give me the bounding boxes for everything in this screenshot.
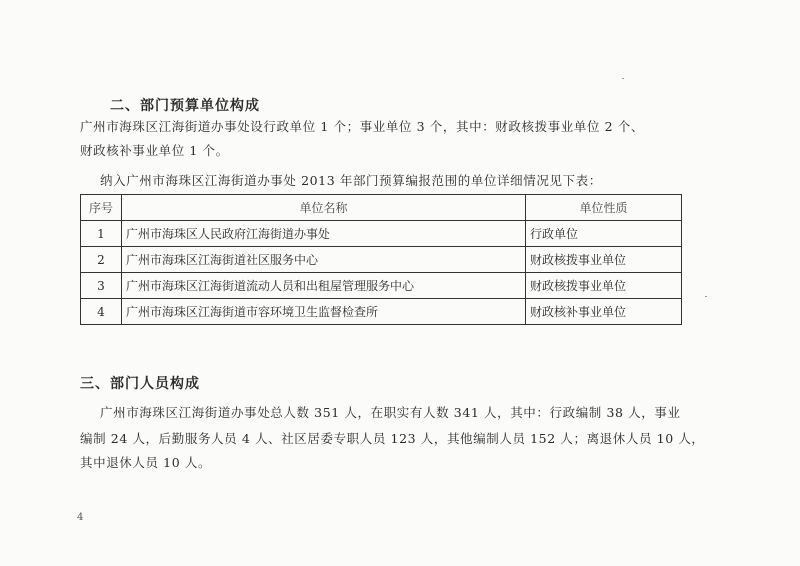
cell-unit-type: 财政核拨事业单位: [526, 247, 682, 273]
section-3-paragraph-line-3: 其中退休人员 10 人。: [80, 455, 212, 470]
cell-serial-number: 1: [81, 221, 122, 247]
cell-unit-type: 财政核补事业单位: [526, 299, 682, 325]
table-row: [81, 299, 682, 325]
table-row: [81, 247, 682, 273]
header-unit-type: 单位性质: [526, 195, 682, 221]
section-2-paragraph-line-1: 广州市海珠区江海街道办事处设行政单位 1 个；事业单位 3 个，其中：财政核拨事业单位 2 个、: [80, 119, 645, 134]
table-row: [81, 221, 682, 247]
page-number: 4: [77, 512, 84, 523]
table-row: [81, 273, 682, 299]
cell-serial-number: 3: [81, 273, 122, 299]
cell-unit-name: 广州市海珠区江海街道市容环境卫生监督检查所: [122, 299, 526, 325]
scan-speck: [622, 78, 624, 79]
section-2-paragraph-line-3: 纳入广州市海珠区江海街道办事处 2013 年部门预算编报范围的单位详细情况见下表：: [100, 173, 602, 188]
cell-unit-type: 行政单位: [526, 221, 682, 247]
section-3-heading: 三、部门人员构成: [80, 376, 200, 392]
section-3-paragraph-line-2: 编制 24 人，后勤服务人员 4 人、社区居委专职人员 123 人，其他编制人员 152 人；离退休人员 10 人，: [80, 431, 705, 446]
header-serial-number: 序号: [81, 195, 122, 221]
cell-unit-name: 广州市海珠区江海街道社区服务中心: [122, 247, 526, 273]
cell-unit-name: 广州市海珠区人民政府江海街道办事处: [122, 221, 526, 247]
cell-unit-type: 财政核拨事业单位: [526, 273, 682, 299]
section-2-heading: 二、部门预算单位构成: [110, 98, 260, 114]
table-header-row: [81, 195, 682, 221]
cell-serial-number: 4: [81, 299, 122, 325]
budget-units-table: [80, 194, 682, 325]
cell-unit-name: 广州市海珠区江海街道流动人员和出租屋管理服务中心: [122, 273, 526, 299]
scan-speck: [705, 296, 707, 297]
header-unit-name: 单位名称: [122, 195, 526, 221]
cell-serial-number: 2: [81, 247, 122, 273]
section-2-paragraph-line-2: 财政核补事业单位 1 个。: [80, 143, 229, 158]
section-3-paragraph-line-1: 广州市海珠区江海街道办事处总人数 351 人，在职实有人数 341 人，其中：行政编制 38 人，事业: [100, 405, 681, 420]
